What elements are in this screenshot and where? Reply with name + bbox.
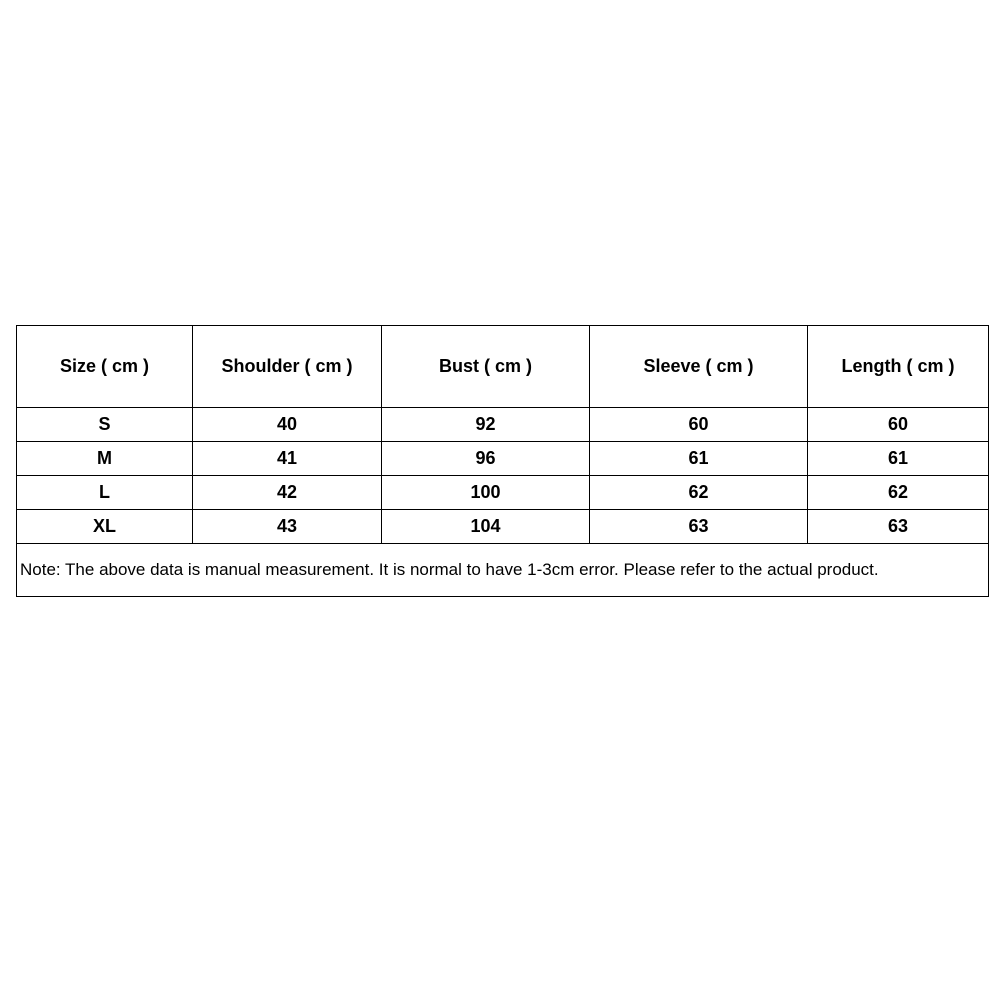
- cell-size: L: [17, 476, 193, 510]
- cell-bust: 92: [382, 408, 590, 442]
- cell-length: 63: [808, 510, 989, 544]
- cell-length: 61: [808, 442, 989, 476]
- table-row: [17, 510, 989, 544]
- cell-sleeve: 62: [590, 476, 808, 510]
- cell-sleeve: 60: [590, 408, 808, 442]
- table-row: [17, 476, 989, 510]
- header-sleeve: Sleeve ( cm ): [590, 326, 808, 408]
- cell-shoulder: 43: [193, 510, 382, 544]
- cell-sleeve: 61: [590, 442, 808, 476]
- cell-sleeve: 63: [590, 510, 808, 544]
- cell-size: M: [17, 442, 193, 476]
- table-row: [17, 442, 989, 476]
- header-row: [17, 326, 989, 408]
- header-bust: Bust ( cm ): [382, 326, 590, 408]
- cell-size: XL: [17, 510, 193, 544]
- cell-length: 62: [808, 476, 989, 510]
- measurement-note: Note: The above data is manual measurement. It is normal to have 1-3cm error. Please refer to the actual product.: [17, 544, 989, 597]
- size-chart-table: [16, 325, 989, 597]
- cell-shoulder: 41: [193, 442, 382, 476]
- cell-size: S: [17, 408, 193, 442]
- cell-bust: 100: [382, 476, 590, 510]
- header-shoulder: Shoulder ( cm ): [193, 326, 382, 408]
- table-row: [17, 408, 989, 442]
- note-row: [17, 544, 989, 597]
- cell-shoulder: 40: [193, 408, 382, 442]
- cell-bust: 104: [382, 510, 590, 544]
- header-length: Length ( cm ): [808, 326, 989, 408]
- cell-bust: 96: [382, 442, 590, 476]
- cell-length: 60: [808, 408, 989, 442]
- cell-shoulder: 42: [193, 476, 382, 510]
- header-size: Size ( cm ): [17, 326, 193, 408]
